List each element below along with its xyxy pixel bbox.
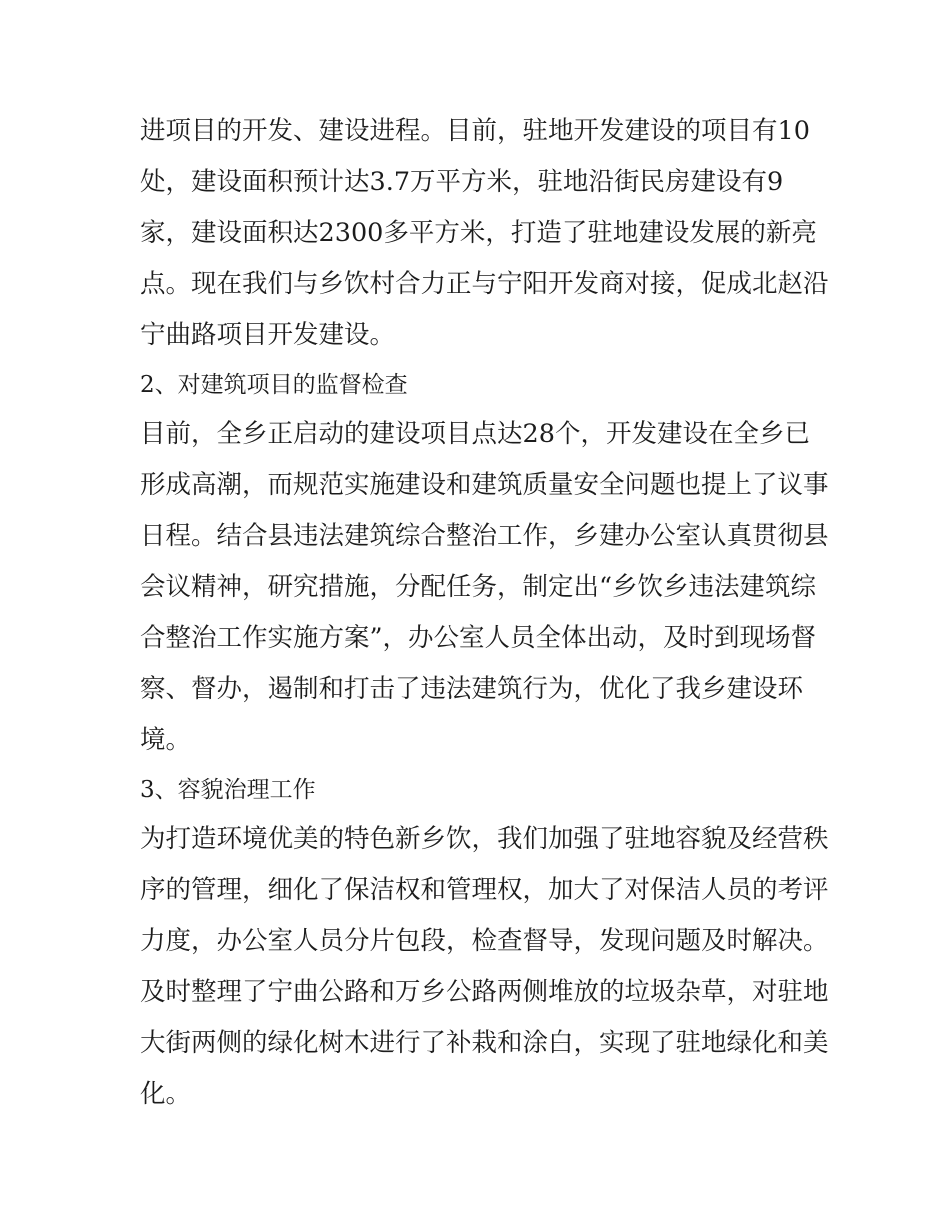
text-line: 大街两侧的绿化树木进行了补栽和涂白，实现了驻地绿化和美 bbox=[140, 1028, 829, 1058]
text-line: 合整治工作实施方案”，办公室人员全体出动，及时到现场督 bbox=[140, 623, 817, 653]
text-line: 力度，办公室人员分片包段，检查督导，发现问题及时解决。 bbox=[140, 926, 829, 956]
text-line: 日程。结合县违法建筑综合整治工作，乡建办公室认真贯彻县 bbox=[140, 521, 829, 551]
section-heading-supervision: 2、对建筑项目的监督检查 bbox=[140, 372, 408, 398]
text-line: 为打造环境优美的特色新乡饮，我们加强了驻地容貌及经营秩 bbox=[140, 824, 829, 854]
text-line: 进项目的开发、建设进程。目前，驻地开发建设的项目有10 bbox=[140, 116, 810, 146]
text-line: 家，建设面积达2300多平方米，打造了驻地建设发展的新亮 bbox=[140, 218, 817, 248]
text-line: 处，建设面积预计达3.7万平方米，驻地沿街民房建设有9 bbox=[140, 167, 784, 197]
text-line: 形成高潮，而规范实施建设和建筑质量安全问题也提上了议事 bbox=[140, 470, 829, 500]
text-line: 境。 bbox=[140, 725, 192, 755]
text-line: 会议精神，研究措施，分配任务，制定出“乡饮乡违法建筑综 bbox=[140, 572, 817, 602]
document-body bbox=[140, 106, 829, 1120]
text-line: 宁曲路项目开发建设。 bbox=[140, 320, 396, 350]
text-line: 及时整理了宁曲公路和万乡公路两侧堆放的垃圾杂草，对驻地 bbox=[140, 977, 829, 1007]
section-heading-appearance: 3、容貌治理工作 bbox=[140, 777, 316, 803]
text-line: 序的管理，细化了保洁权和管理权，加大了对保洁人员的考评 bbox=[140, 875, 829, 905]
paragraph-supervision bbox=[140, 409, 829, 766]
text-line: 察、督办，遏制和打击了违法建筑行为，优化了我乡建设环 bbox=[140, 674, 804, 704]
paragraph-appearance bbox=[140, 814, 829, 1120]
text-line: 目前，全乡正启动的建设项目点达28个，开发建设在全乡已 bbox=[140, 419, 810, 449]
text-line: 化。 bbox=[140, 1079, 192, 1109]
text-line: 点。现在我们与乡饮村合力正与宁阳开发商对接，促成北赵沿 bbox=[140, 269, 829, 299]
paragraph-construction-progress bbox=[140, 106, 829, 361]
